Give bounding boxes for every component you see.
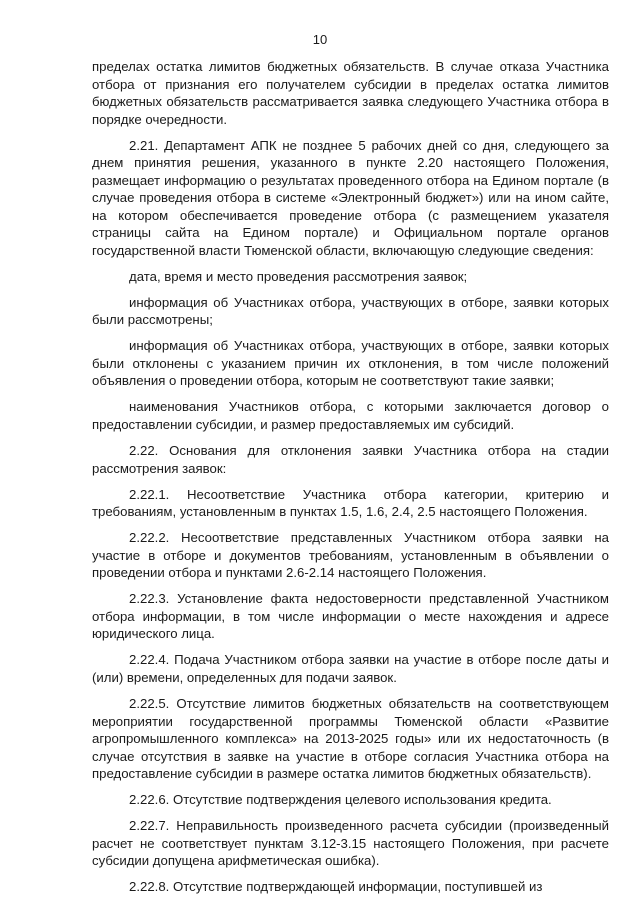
- list-item-date-time-place: дата, время и место проведения рассмотрения заявок;: [129, 268, 468, 284]
- paragraph-2-22-2: 2.22.2. Несоответствие представленных Участником отбора заявки на участие в отборе и документов требованиям, установленным в объявлении о проведении отбора и пунктами 2.6-2.14 настоящего Положения.: [92, 530, 609, 581]
- paragraph-2-22-8: 2.22.8. Отсутствие подтверждающей информации, поступившей из: [129, 879, 543, 895]
- paragraph-2-22-6: 2.22.6. Отсутствие подтверждения целевого использования кредита.: [129, 792, 552, 808]
- list-item-considered-applicants: информация об Участниках отбора, участвующих в отборе, заявки которых были рассмотрены;: [92, 294, 609, 328]
- list-item-rejected-applicants: информация об Участниках отбора, участвующих в отборе, заявки которых были отклонены с указанием причин их отклонения, в том числе положений объявления о проведении отбора, которым не соответствуют такие заявки;: [92, 338, 609, 389]
- paragraph-2-22-1: 2.22.1. Несоответствие Участника отбора категории, критерию и требованиям, установленным в пунктах 1.5, 1.6, 2.4, 2.5 настоящего Положения.: [92, 486, 609, 520]
- document-body: [92, 58, 609, 904]
- page-number: 10: [312, 32, 328, 47]
- paragraph-2-21: 2.21. Департамент АПК не позднее 5 рабочих дней со дня, следующего за днем принятия решения, указанного в пункте 2.20 настоящего Положения, размещает информацию о результатах проведенного отбора на Едином портале (в случае проведения отбора в системе «Электронный бюджет») или на ином сайте, на котором обеспечивается проведение отбора (с размещением указателя страницы сайта на Едином портале) и Официальном портале органов государственной власти Тюменской области, включающую следующие сведения:: [92, 137, 609, 258]
- paragraph-2-22-4: 2.22.4. Подача Участником отбора заявки на участие в отборе после даты и (или) времени, определенных для подачи заявок.: [92, 652, 609, 685]
- paragraph-2-22: 2.22. Основания для отклонения заявки Участника отбора на стадии рассмотрения заявок:: [92, 443, 609, 476]
- paragraph-2-22-7: 2.22.7. Неправильность произведенного расчета субсидии (произведенный расчет не соответствует пунктам 3.12-3.15 настоящего Положения, при расчете субсидии допущена арифметическая ошибка).: [92, 818, 609, 869]
- paragraph-continuation: пределах остатка лимитов бюджетных обязательств. В случае отказа Участника отбора от признания его получателем субсидии в пределах остатка лимитов бюджетных обязательств рассматривается заявка следующего Участника отбора в порядке очередности.: [92, 59, 609, 127]
- paragraph-2-22-3: 2.22.3. Установление факта недостоверности представленной Участником отбора информации, в том числе информации о месте нахождения и адресе юридического лица.: [92, 591, 609, 642]
- list-item-contract-recipients: наименования Участников отбора, с которыми заключается договор о предоставлении субсидии, и размер предоставляемых им субсидий.: [92, 399, 609, 432]
- paragraph-2-22-5: 2.22.5. Отсутствие лимитов бюджетных обязательств на соответствующем мероприятии государственной программы Тюменской области «Развитие агропромышленного комплекса» на 2013-2025 годы» или их недостаточность (в случае отсутствия в заявке на участие в отборе согласия Участника отбора на предоставление субсидии в размере остатка лимитов бюджетных обязательств).: [92, 696, 609, 782]
